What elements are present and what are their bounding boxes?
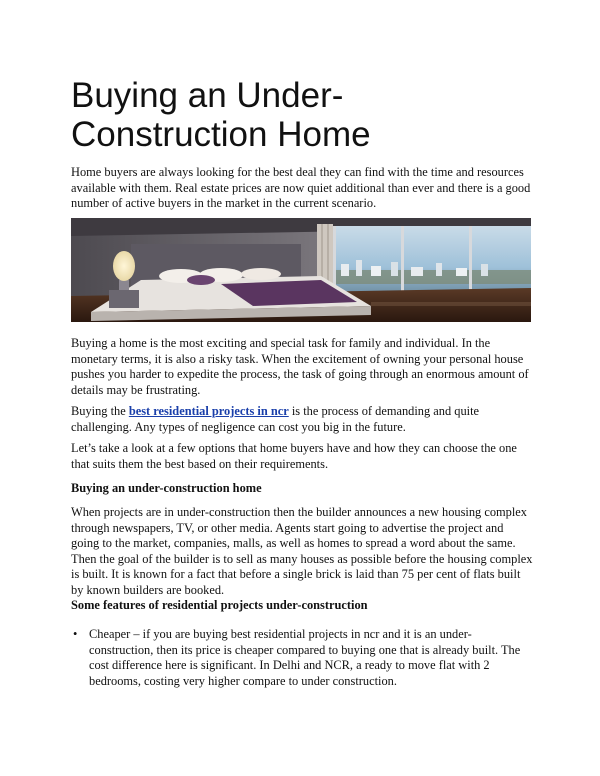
residential-projects-link[interactable]: best residential projects in ncr (128, 404, 289, 418)
list-item (71, 627, 533, 689)
body-paragraph: When projects are in under-construction then the builder announces a new housing complex through newspapers, TV, or other media. Agents start going to advertise the project and going to the market, companies, malls, as well as homes to spread a word about the same. Then the goal of the builder is to sell as many houses as possible before the housing complex is built. It is known for a fact that before a single brick is laid than 75 per cent of flats built by known builders are booked. (71, 505, 533, 597)
body-paragraph: Buying a home is the most exciting and special task for family and individual. In the monetary terms, it is also a risky task. When the excitement of owning your personal house pushes you harder to expedite the process, the task of going through an enormous amount of details may be frustrating. (71, 336, 529, 397)
body-paragraph: Let’s take a look at a few options that home buyers have and how they can choose the one that suits them the best based on their requirements. (71, 441, 517, 471)
link-suffix-text: is the process of demanding and quite challenging. Any types of negligence can cost you big in the future. (71, 404, 480, 434)
link-prefix-text: Buying the (71, 404, 129, 418)
section-heading: Buying an under-construction home (71, 481, 262, 495)
hero-image (71, 218, 531, 322)
bullet-marker: • (73, 627, 78, 641)
body-paragraph-with-link (71, 404, 533, 435)
section-heading: Some features of residential projects under-construction (71, 598, 368, 612)
intro-paragraph: Home buyers are always looking for the best deal they can find with the time and resources available with them. Real estate prices are now quiet additional than ever and there is a good number of active buyers in the market in the current scenario. (71, 165, 531, 210)
feature-list (71, 627, 533, 689)
list-item-text: Cheaper – if you are buying best residential projects in ncr and it is an under-construction, then its price is cheaper compared to buying one that is already built. The cost difference here is significant. In Delhi and NCR, a ready to move flat with 2 bedrooms, costing very higher compare to under construction. (89, 627, 521, 688)
bedroom-photo-icon (71, 218, 531, 322)
page-title: Buying an Under-Construction Home (71, 76, 371, 154)
